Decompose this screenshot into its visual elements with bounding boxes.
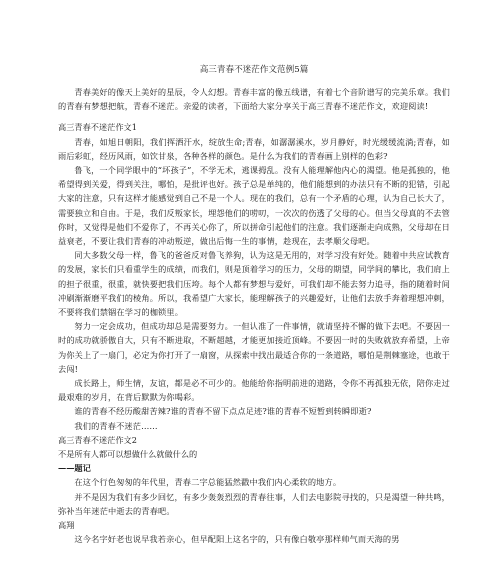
essay-1-paragraph: 青春，如旭日朝阳，我们挥洒汗水，绽放生命;青春，如潺潺溪水，岁月静好，时光缓缓流淌;青春，如雨后彩虹，经历风雨，如饮甘泉，各种各样的颜色。是什么为我们的青春画上别样的色彩?: [58, 136, 450, 161]
essay-2-dedication: ——题记: [58, 463, 91, 474]
essay-2-cut-line: 这今名字好老也说早我若亲心，但早配阳上这名字的，只有像白敬亭那样帅气而天海的男: [74, 534, 400, 545]
essay-1-paragraph: 成长路上，师生情，友谊，都是必不可少的。他能给你指明前进的道路，令你不再孤独无依，陪你走过最艰难的岁月，在背后默默为你喝彩。: [58, 378, 450, 403]
essay-2-paragraph: 在这个行色匆匆的年代里，青春二字总能猛然戳中我们内心柔软的地方。: [74, 477, 342, 488]
essay-2-subtitle: 不是所有人都可以想做什么就做什么的: [58, 449, 198, 460]
essay-1-paragraph: 我们的青春不迷茫……: [74, 420, 158, 431]
spacer: [58, 113, 450, 120]
essay-2-section-heading: 高翔: [58, 520, 75, 531]
essay-2-heading: 高三青春不迷茫作文2: [58, 434, 137, 445]
essay-1-paragraph: 同大多数父母一样，鲁飞的爸爸反对鲁飞养狗，认为这是无用的，对学习没有好处。随着中共应试教育的发展，家长们只看重学生的成绩，而我们，则是顶着学习的压力，父母的期望，同学间的攀比，我们肩上的担子很重，很重，就快要把我们压垮。每个人都有梦想与爱好，可我们却不能去努力追寻，指的随着时间冲刷渐渐磨平我们的棱角。所以，我希望广大家长，能理解孩子的兴趣爱好，让他们去放手奔着理想冲刺，不要将我们禁锢在学习的枷锁里。: [58, 250, 450, 318]
document-title: 高三青春不迷茫作文范例5篇: [199, 65, 309, 75]
essay-1-paragraph: 鲁飞，一个同学眼中的“坏孩子”，不学无术，逃课拇乱。没有人能理解他内心的渴望。他是孤独的，他希望得到关爱，得到关注，哪怕，是批评也好。孩子总是单纯的，他们能想到的办法只有不断的犯错，引起大家的注意，只有这样才能感觉到自己不是一个人。现在的我们，总有一个矛盾的心理，认为自己长大了，需要独立和自由。于是，我们反叛家长，埋怨他们的唠叨，一次次的伤透了父母的心。但当父母真的不去管你时，又觉得是他们不爱你了，不再关心你了，所以拼命引起他们的注意。我们逐渐走向成熟，父母却在日益衰老，不要让我们青春的冲动叛逆，做出后悔一生的事情，趁现在，去孝顺父母吧。: [58, 165, 450, 247]
essay-2-paragraph: 并不是因为我们有多少回忆，有多少轰轰烈烈的青春往事，人们去电影院寻找的，只是渴望一种共鸣，弥补当年迷茫中逝去的青春吧。: [58, 491, 450, 516]
essay-1-paragraph: 谁的青春不经历酸甜苦辣?谁的青春不留下点点足迹?谁的青春不短暂到转瞬即逝?: [74, 406, 372, 417]
essay-1-heading: 高三青春不迷茫作文1: [58, 122, 137, 133]
essay-1-paragraph: 努力一定会成功，但成功却总是需要努力。一但认准了一件事情，就请坚持不懈的做下去吧。不要因一时的成功就骄傲自大，只有不断进取，不断超越，才能更加接近顶峰。不要因一时的失败就放弃希望，上帝为你关上了一扇门，必定为你打开了一扇窗，从探索中找出最适合你的一条道路，哪怕是荆棘塞途，也敢于去闯!: [58, 321, 450, 374]
intro-paragraph: 青春美好的像天上美好的星辰，令人幻想。青春丰富的像五线谱，有着七个音阶谱写的完美乐章。我们的青春有梦想把航，青春不迷茫。亲爱的读者，下面给大家分享关于高三青春不迷茫作文，欢迎阅读!: [58, 87, 450, 112]
